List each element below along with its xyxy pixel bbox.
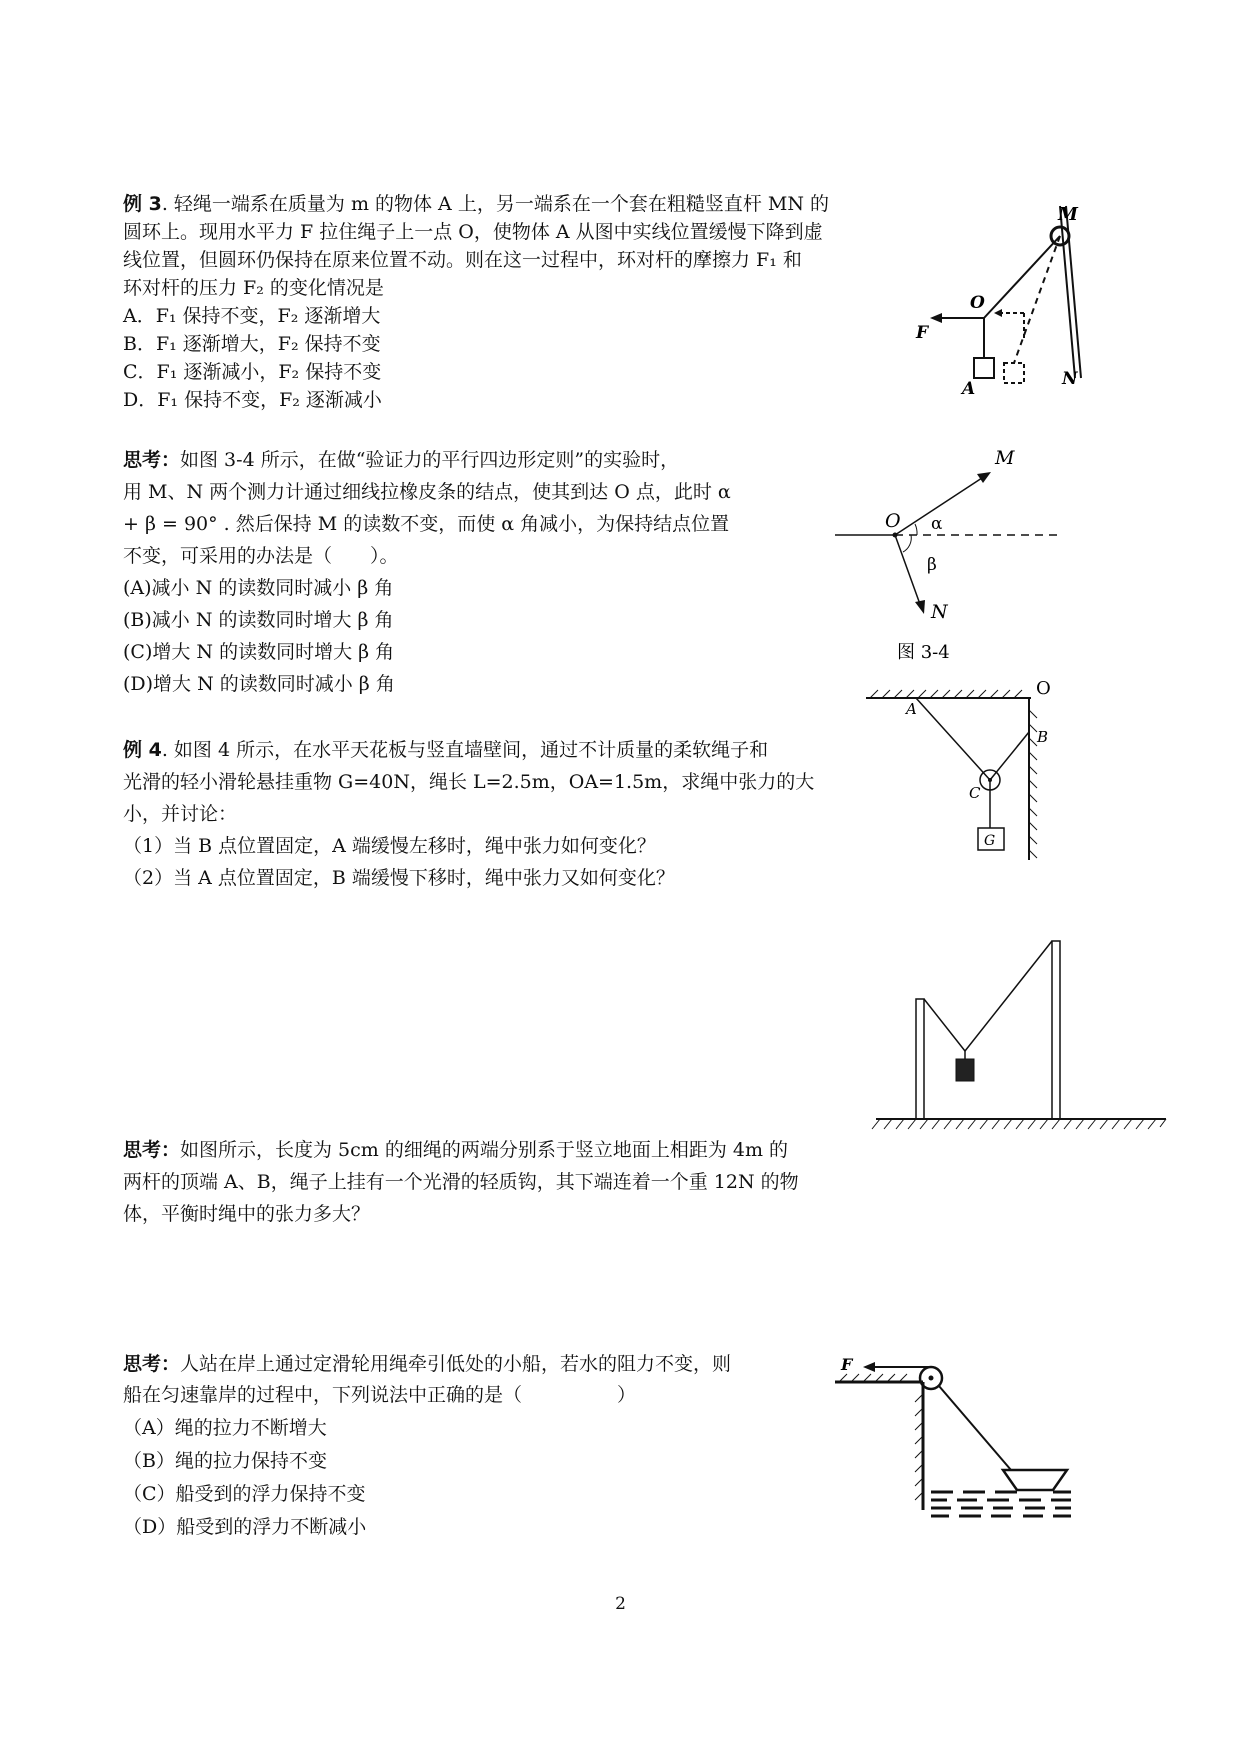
ex3-label-o: O [970, 293, 985, 313]
think1-option-b: (B)减小 N 的读数同时增大 β 角 [123, 609, 394, 631]
think1-caption: 图 3-4 [897, 642, 950, 663]
ex4-line-2: 光滑的轻小滑轮悬挂重物 G=40N，绳长 L=2.5m，OA=1.5m，求绳中张力的大 [123, 771, 815, 793]
think1-line-4: 不变，可采用的办法是（ ）。 [123, 545, 399, 567]
think1-option-d: (D)增大 N 的读数同时减小 β 角 [123, 673, 395, 695]
ex3-line-2: 圆环上。现用水平力 F 拉住绳子上一点 O，使物体 A 从图中实线位置缓慢下降到虚 [123, 221, 823, 243]
ex4-heading: 例 4 [123, 739, 162, 761]
think1-heading: 思考： [123, 449, 181, 471]
think-2 [123, 1136, 799, 1228]
ex3-line-3: 线位置，但圆环仍保持在原来位置不动。则在这一过程中，环对杆的摩擦力 F₁ 和 [123, 249, 802, 271]
think2-line-1: 思考：如图所示，长度为 5cm 的细绳的两端分别系于竖立地面上相距为 4m 的 [123, 1139, 789, 1161]
ex4-question-2: （2）当 A 点位置固定，B 端缓慢下移时，绳中张力又如何变化？ [123, 867, 675, 889]
example-4 [123, 736, 814, 892]
ex4-line-3: 小，并讨论： [123, 803, 238, 825]
ex3-option-d: D．F₁ 保持不变，F₂ 逐渐减小 [123, 389, 382, 411]
think1-label-o: O [885, 510, 901, 532]
ex3-label-a: A [962, 379, 976, 399]
think2-heading: 思考： [123, 1139, 181, 1161]
ex4-question-1: （1）当 B 点位置固定，A 端缓慢左移时，绳中张力如何变化？ [123, 835, 656, 857]
think1-label-m: M [995, 447, 1015, 469]
think1-line-1: 思考：如图 3-4 所示，在做“验证力的平行四边形定则”的实验时， [123, 449, 680, 471]
think3-option-b: （B）绳的拉力保持不变 [123, 1450, 327, 1472]
ex3-option-a: A．F₁ 保持不变，F₂ 逐渐增大 [123, 305, 381, 327]
think2-line-3: 体，平衡时绳中的张力多大？ [123, 1203, 371, 1225]
ex3-figure [900, 198, 1080, 398]
think3-option-a: （A）绳的拉力不断增大 [123, 1417, 327, 1439]
ex3-label-n: N [1062, 369, 1078, 389]
think1-label-beta: β [927, 555, 937, 575]
ex3-line-4: 环对杆的压力 F₂ 的变化情况是 [123, 277, 384, 299]
think2-line-2: 两杆的顶端 A、B，绳子上挂有一个光滑的轻质钩，其下端连着一个重 12N 的物 [123, 1171, 799, 1193]
think3-figure [835, 1350, 1075, 1525]
ex4-label-c: C [969, 784, 981, 802]
think3-line-1: 思考：人站在岸上通过定滑轮用绳牵引低处的小船，若水的阻力不变，则 [123, 1353, 732, 1375]
think1-figure [835, 442, 1065, 667]
think3-label-f: F [841, 1355, 853, 1374]
ex4-label-a: A [906, 700, 917, 718]
think1-option-a: (A)减小 N 的读数同时减小 β 角 [123, 577, 394, 599]
ex4-line-1: 例 4. 如图 4 所示，在水平天花板与竖直墙壁间，通过不计质量的柔软绳子和 [123, 739, 769, 761]
think1-label-n: N [931, 601, 948, 623]
think3-line-2: 船在匀速靠岸的过程中，下列说法中正确的是（ ） [123, 1384, 637, 1406]
example-3 [123, 190, 829, 414]
think3-option-d: （D）船受到的浮力不断减小 [123, 1516, 367, 1538]
ex4-label-o: O [1036, 678, 1051, 699]
ex3-label-f: F [916, 323, 929, 343]
think1-line-2: 用 M、N 两个测力计通过细线拉橡皮条的结点，使其到达 O 点，此时 α [123, 481, 731, 503]
ex3-heading: 例 3 [123, 193, 162, 215]
ex3-option-c: C．F₁ 逐渐减小，F₂ 保持不变 [123, 361, 382, 383]
think-3 [123, 1350, 731, 1541]
think3-heading: 思考： [123, 1353, 181, 1375]
think3-option-c: （C）船受到的浮力保持不变 [123, 1483, 366, 1505]
page-number: 2 [615, 1594, 626, 1614]
think2-figure [876, 935, 1166, 1135]
think1-line-3: + β = 90° . 然后保持 M 的读数不变，而使 α 角减小，为保持结点位置 [123, 513, 730, 535]
think1-label-alpha: α [931, 514, 943, 534]
ex4-figure [866, 680, 1066, 870]
ex3-label-m: M [1058, 204, 1078, 225]
think-1 [123, 446, 731, 698]
ex4-label-g: G [984, 833, 996, 849]
ex3-line-1: 例 3. 轻绳一端系在质量为 m 的物体 A 上，另一端系在一个套在粗糙竖直杆 MN 的 [123, 193, 829, 215]
think1-option-c: (C)增大 N 的读数同时增大 β 角 [123, 641, 395, 663]
ex3-option-b: B．F₁ 逐渐增大，F₂ 保持不变 [123, 333, 381, 355]
ex4-label-b: B [1037, 728, 1049, 746]
